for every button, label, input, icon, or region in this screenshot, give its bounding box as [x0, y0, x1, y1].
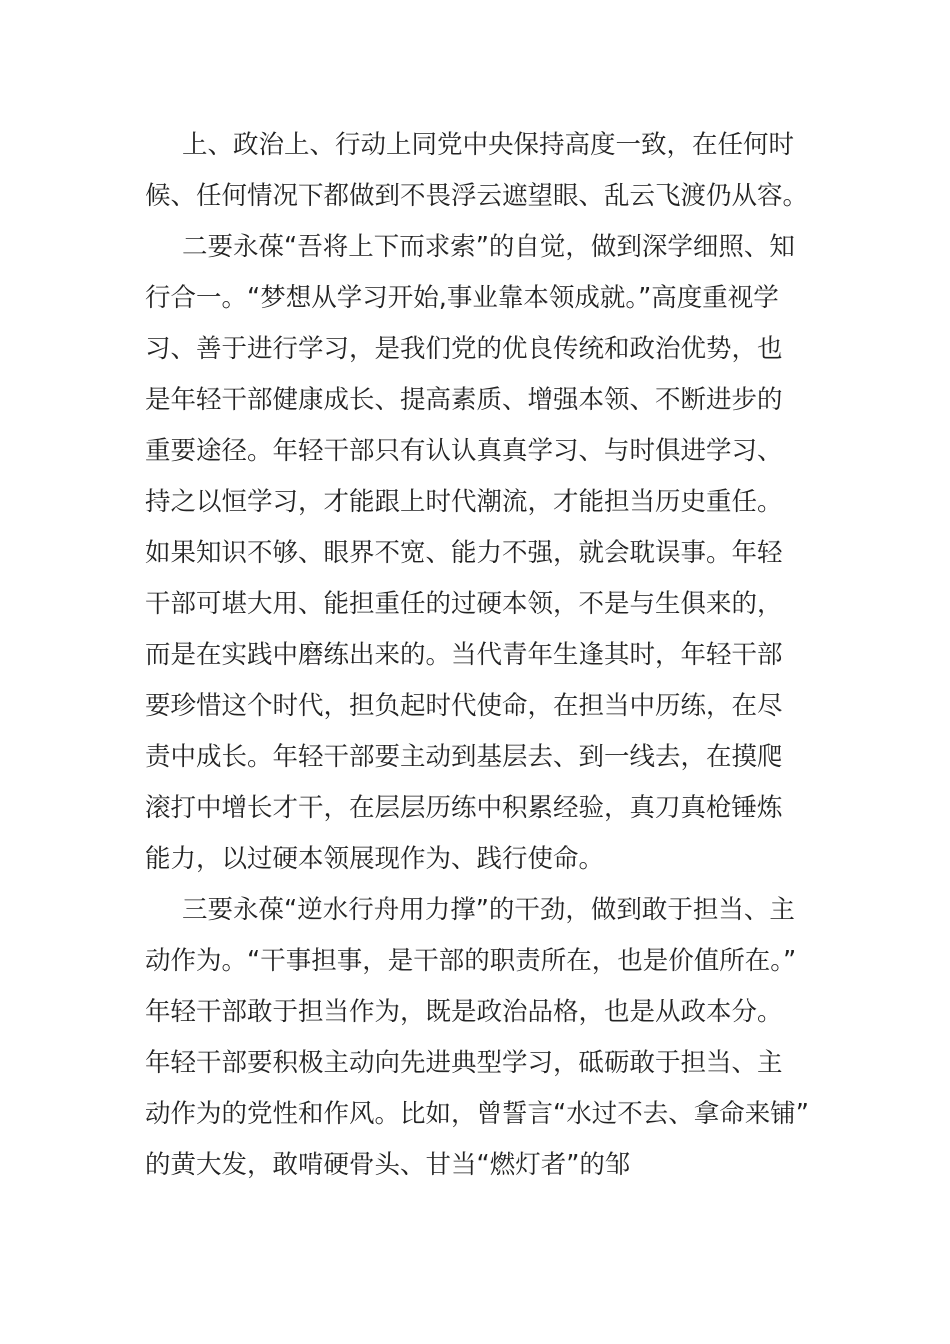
text-line: 要珍惜这个时代，担负起时代使命，在担当中历练，在尽	[145, 691, 783, 721]
text-line: 而是在实践中磨练出来的。当代青年生逢其时，年轻干部	[145, 640, 783, 670]
text-line: 滚打中增长才干，在层层历练中积累经验，真刀真枪锤炼	[145, 793, 783, 823]
text-line: 责中成长。年轻干部要主动到基层去、到一线去，在摸爬	[145, 742, 783, 772]
text-line: 能力，以过硬本领展现作为、践行使命。	[145, 844, 605, 874]
text-line: 二要永葆“吾将上下而求索”的自觉，做到深学细照、知	[182, 232, 795, 262]
text-line: 候、任何情况下都做到不畏浮云遮望眼、乱云飞渡仍从容。	[145, 181, 809, 211]
text-line: 是年轻干部健康成长、提高素质、增强本领、不断进步的	[145, 385, 783, 415]
text-line: 行合一。“梦想从学习开始,事业靠本领成就。”高度重视学	[145, 283, 779, 313]
text-line: 三要永葆“逆水行舟用力撑”的干劲，做到敢于担当、主	[182, 895, 795, 925]
text-line: 动作为的党性和作风。比如，曾誓言“水过不去、拿命来铺”	[145, 1099, 809, 1129]
text-line: 的黄大发，敢啃硬骨头、甘当“燃灯者”的邹	[145, 1150, 631, 1180]
text-line: 习、善于进行学习，是我们党的优良传统和政治优势，也	[145, 334, 783, 364]
text-line: 干部可堪大用、能担重任的过硬本领，不是与生俱来的，	[145, 589, 783, 619]
text-line: 重要途径。年轻干部只有认认真真学习、与时俱进学习、	[145, 436, 783, 466]
body-text	[145, 120, 809, 1191]
text-line: 年轻干部要积极主动向先进典型学习，砥砺敢于担当、主	[145, 1048, 783, 1078]
text-line: 年轻干部敢于担当作为，既是政治品格，也是从政本分。	[145, 997, 783, 1027]
text-line: 上、政治上、行动上同党中央保持高度一致，在任何时	[182, 130, 795, 160]
text-line: 如果知识不够、眼界不宽、能力不强，就会耽误事。年轻	[145, 538, 783, 568]
text-line: 动作为。“干事担事，是干部的职责所在，也是价值所在。”	[145, 946, 797, 976]
text-line: 持之以恒学习，才能跟上时代潮流，才能担当历史重任。	[145, 487, 783, 517]
